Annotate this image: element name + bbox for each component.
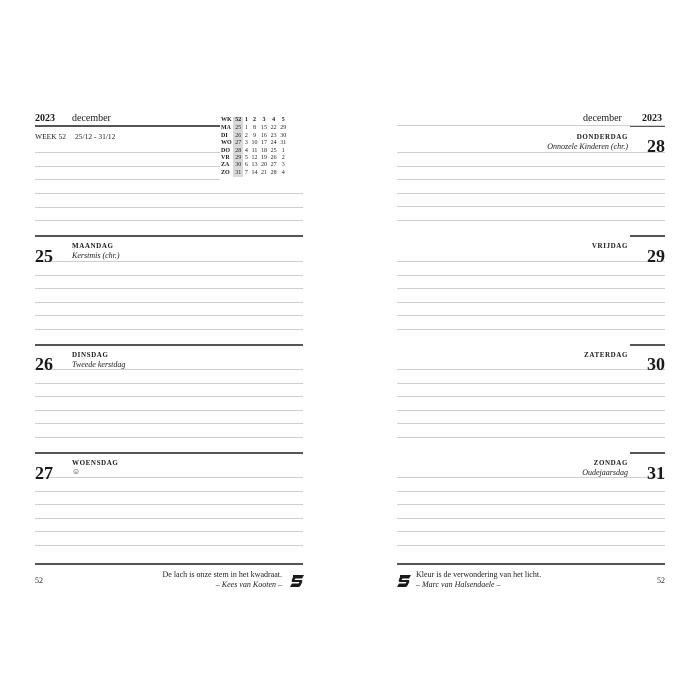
mini-cal-date: 30	[235, 162, 242, 169]
mini-cal-date: 23	[270, 132, 277, 139]
mini-cal-date: 29	[280, 125, 287, 132]
mini-cal-date: 7	[244, 169, 248, 176]
day-note: Kerstmis (chr.)	[72, 251, 120, 260]
writing-line	[397, 491, 665, 492]
quote-block	[162, 570, 282, 590]
mini-cal-date: 31	[235, 169, 242, 176]
week-label: WEEK 52	[35, 132, 67, 141]
writing-line	[397, 179, 665, 180]
writing-line	[397, 261, 665, 262]
mini-cal-date: 12	[251, 155, 258, 162]
mini-cal-date: 28	[270, 169, 277, 176]
mini-cal-date: 27	[235, 140, 242, 147]
mini-cal-header-cell: 4	[272, 117, 276, 123]
writing-line	[397, 125, 665, 126]
mini-cal-date: 1	[244, 125, 248, 132]
day-rule	[35, 452, 303, 454]
quote-text: De lach is onze stem in het kwadraat.	[162, 570, 282, 579]
writing-line	[35, 220, 303, 221]
mini-cal-day-label: VR	[221, 155, 230, 162]
writing-line	[35, 261, 303, 262]
page-number: 52	[657, 576, 665, 585]
mini-cal-date: 31	[280, 140, 287, 147]
mini-cal-day-label: ZO	[221, 169, 230, 176]
mini-cal-date: 28	[235, 147, 242, 154]
mini-cal-date: 19	[261, 155, 268, 162]
day-number: 28	[647, 136, 665, 156]
writing-line	[35, 288, 303, 289]
mini-cal-day-label: DO	[221, 147, 230, 154]
footer-rule	[397, 563, 665, 565]
mini-cal-day-label: DI	[221, 132, 228, 139]
mini-cal-date: 30	[280, 132, 287, 139]
writing-line	[35, 275, 303, 276]
writing-line	[35, 207, 303, 208]
mini-cal-date: 1	[281, 147, 285, 154]
mini-cal-date: 2	[281, 155, 285, 162]
day-name: VRIJDAG	[591, 242, 628, 250]
writing-line	[35, 531, 303, 532]
writing-line	[35, 302, 303, 303]
quote-author: – Marc van Halsendaele –	[416, 580, 501, 589]
writing-line	[397, 369, 665, 370]
mini-cal-date: 25	[235, 125, 242, 132]
writing-line	[35, 423, 303, 424]
day-number: 27	[35, 463, 53, 483]
writing-line	[35, 193, 303, 194]
mini-cal-date: 3	[244, 140, 248, 147]
quote-author: – Kees van Kooten –	[215, 580, 282, 589]
mini-cal-date: 13	[251, 162, 258, 169]
s-brand-icon	[397, 575, 411, 587]
left-header-rule	[35, 125, 220, 127]
writing-line	[397, 423, 665, 424]
mini-cal-header-cell: 3	[262, 117, 266, 123]
mini-cal-header-cell: 1	[244, 117, 248, 123]
day-name: ZONDAG	[593, 459, 628, 467]
mini-cal-date: 16	[261, 132, 268, 139]
writing-line	[397, 302, 665, 303]
writing-line	[35, 179, 220, 180]
day-number: 31	[647, 463, 665, 483]
writing-line	[397, 531, 665, 532]
quote-text: Kleur is de verwondering van het licht.	[416, 570, 542, 579]
mini-calendar-row	[221, 140, 288, 147]
mini-cal-date: 22	[270, 125, 277, 132]
smiley-icon: ☺	[72, 467, 81, 476]
mini-calendar	[221, 117, 288, 177]
mini-calendar-row	[221, 155, 288, 162]
mini-cal-date: 10	[251, 140, 258, 147]
left-month: december	[72, 113, 111, 124]
mini-calendar-row	[221, 125, 288, 132]
mini-cal-date: 5	[244, 155, 248, 162]
day-name: MAANDAG	[72, 242, 114, 250]
writing-line	[397, 545, 665, 546]
writing-line	[397, 275, 665, 276]
mini-cal-date: 27	[270, 162, 277, 169]
writing-line	[397, 166, 665, 167]
mini-cal-date: 8	[252, 125, 256, 132]
mini-cal-date: 20	[261, 162, 268, 169]
day-number: 26	[35, 354, 53, 374]
writing-line	[397, 477, 665, 478]
day-rule	[35, 344, 303, 346]
mini-cal-date: 25	[270, 147, 277, 154]
mini-calendar-row	[221, 133, 288, 140]
mini-cal-header-cell: 52	[233, 117, 243, 125]
writing-line	[35, 329, 303, 330]
mini-cal-header-cell: 2	[252, 117, 256, 123]
writing-line	[397, 152, 665, 153]
writing-line	[35, 315, 303, 316]
writing-line	[35, 437, 303, 438]
mini-cal-date: 26	[270, 155, 277, 162]
writing-line	[35, 152, 220, 153]
mini-calendar-row	[221, 162, 288, 169]
mini-cal-date: 18	[261, 147, 268, 154]
mini-cal-date: 9	[252, 132, 256, 139]
mini-cal-date: 24	[270, 140, 277, 147]
mini-cal-date: 15	[261, 125, 268, 132]
mini-cal-date: 6	[244, 162, 248, 169]
writing-line	[35, 491, 303, 492]
mini-cal-date: 2	[244, 132, 248, 139]
mini-cal-date: 4	[281, 169, 285, 176]
day-rule	[630, 344, 665, 346]
day-note: Tweede kerstdag	[72, 360, 126, 369]
mini-calendar-header	[221, 117, 288, 125]
footer-rule	[35, 563, 303, 565]
day-rule	[630, 235, 665, 237]
writing-line	[397, 220, 665, 221]
mini-cal-date: 4	[244, 147, 248, 154]
mini-cal-date: 21	[261, 169, 268, 176]
day-number: 29	[647, 246, 665, 266]
writing-line	[397, 504, 665, 505]
mini-cal-header-cell: WK	[221, 117, 232, 123]
mini-cal-day-label: MA	[221, 125, 231, 132]
day-name: ZATERDAG	[584, 351, 628, 359]
day-rule	[35, 235, 303, 237]
writing-line	[397, 437, 665, 438]
left-year: 2023	[35, 113, 55, 124]
day-name: DINSDAG	[72, 351, 109, 359]
week-range: 25/12 - 31/12	[75, 132, 116, 141]
mini-cal-date: 14	[251, 169, 258, 176]
mini-calendar-row	[221, 148, 288, 155]
day-name: DONDERDAG	[576, 133, 628, 141]
day-number: 25	[35, 246, 53, 266]
mini-cal-header-cell: 5	[281, 117, 285, 123]
quote-block	[416, 570, 541, 590]
day-note: Onnozele Kinderen (chr.)	[547, 142, 628, 151]
day-rule	[630, 452, 665, 454]
day-name: WOENSDAG	[72, 459, 119, 467]
writing-line	[35, 504, 303, 505]
right-month: december	[583, 113, 622, 124]
right-year: 2023	[642, 113, 662, 124]
writing-line	[397, 410, 665, 411]
s-brand-icon	[290, 575, 304, 587]
writing-line	[397, 396, 665, 397]
day-number: 30	[647, 354, 665, 374]
page-number: 52	[35, 576, 43, 585]
mini-cal-date: 26	[235, 132, 242, 139]
writing-line	[397, 288, 665, 289]
writing-line	[397, 206, 665, 207]
writing-line	[35, 518, 303, 519]
writing-line	[35, 410, 303, 411]
writing-line	[35, 396, 303, 397]
mini-cal-date: 3	[281, 162, 285, 169]
mini-cal-date: 29	[235, 155, 242, 162]
writing-line	[397, 315, 665, 316]
mini-cal-date: 11	[251, 147, 258, 154]
writing-line	[35, 369, 303, 370]
writing-line	[35, 166, 220, 167]
mini-cal-day-label: ZA	[221, 162, 230, 169]
writing-line	[397, 383, 665, 384]
writing-line	[397, 193, 665, 194]
writing-line	[397, 329, 665, 330]
writing-line	[35, 545, 303, 546]
mini-cal-date: 17	[261, 140, 268, 147]
day-note: Oudejaarsdag	[582, 468, 628, 477]
writing-line	[35, 477, 303, 478]
mini-cal-day-label: WO	[221, 140, 232, 147]
writing-line	[397, 518, 665, 519]
mini-calendar-row	[221, 170, 288, 177]
writing-line	[35, 383, 303, 384]
